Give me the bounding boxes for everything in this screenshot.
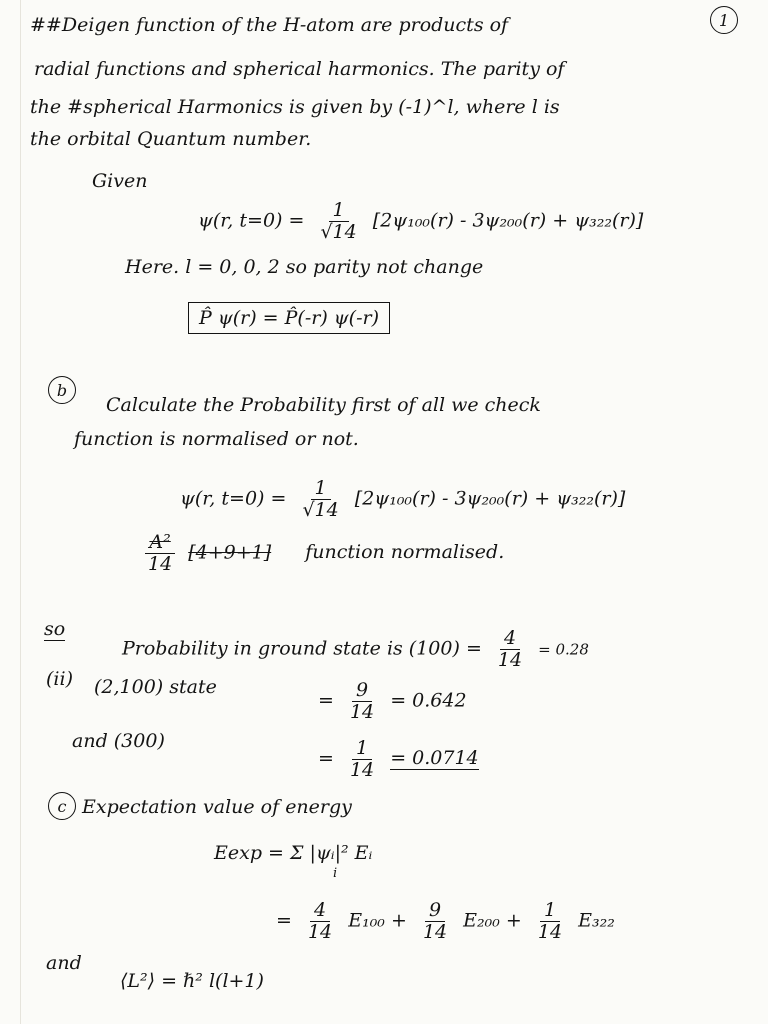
here-line: Here. l = 0, 0, 2 so parity not change	[125, 256, 484, 278]
prob-ground-text: Probability in ground state is (100) =	[122, 637, 482, 660]
prob-200-fraction	[346, 680, 378, 723]
given-label: Given	[92, 170, 148, 192]
part-c-t1-den: 14	[307, 920, 333, 943]
prob-300-eq: =	[318, 747, 334, 770]
prob-200-label: (2,100) state	[94, 676, 217, 698]
final-expression: ⟨L²⟩ = ℏ² l(l+1)	[120, 970, 264, 992]
part-b-line-2: function is normalised or not.	[74, 428, 359, 450]
part-c-t3-fraction	[534, 900, 566, 943]
prob-200-den: 14	[349, 700, 375, 723]
part-c-letter: c	[57, 796, 67, 816]
part-b-psi-equation	[180, 478, 625, 521]
given-fraction	[316, 200, 360, 243]
part-c-badge	[48, 792, 76, 820]
given-bracket: [2ψ₁₀₀(r) - 3ψ₂₀₀(r) + ψ₃₂₂(r)]	[372, 209, 644, 232]
part-c-eq: =	[276, 909, 292, 932]
page-number-badge	[710, 6, 738, 34]
prob-ii-label: (ii)	[46, 668, 73, 690]
prob-300-num: 1	[352, 738, 372, 760]
prob-300-label: and (300)	[72, 730, 165, 752]
part-b-line-1: Calculate the Probability first of all we check	[106, 394, 541, 416]
page-number: 1	[718, 10, 730, 30]
part-b-psi-lhs: ψ(r, t=0) =	[180, 487, 287, 510]
part-b-psi-bracket: [2ψ₁₀₀(r) - 3ψ₂₀₀(r) + ψ₃₂₂(r)]	[354, 487, 626, 510]
prob-ground-num: 4	[500, 628, 520, 650]
normalisation-line	[138, 532, 504, 575]
given-frac-num: 1	[329, 200, 349, 222]
part-c-t2-e: E₂₀₀ +	[463, 909, 522, 932]
part-c-t1-fraction	[304, 900, 336, 943]
given-lhs: ψ(r, t=0) =	[198, 209, 305, 232]
norm-fraction	[144, 532, 176, 575]
prob-300-den: 14	[349, 758, 375, 781]
part-b-badge	[48, 376, 76, 404]
part-c-t3-num: 1	[540, 900, 560, 922]
prob-200-val: = 0.642	[390, 689, 467, 712]
prob-300-equation	[318, 738, 479, 781]
parity-boxed-equation: P̂ ψ(r) = P̂(-r) ψ(-r)	[188, 302, 390, 334]
given-frac-den: √14	[320, 220, 357, 243]
final-and: and	[46, 952, 82, 974]
part-b-letter: b	[56, 380, 68, 400]
part-c-t2-fraction	[419, 900, 451, 943]
norm-frac-num: A²	[145, 532, 174, 554]
part-c-t3-den: 14	[537, 920, 563, 943]
part-c-sum-index: i	[333, 866, 338, 881]
norm-text: function normalised.	[305, 541, 505, 564]
part-b-psi-frac-den: √14	[302, 498, 339, 521]
prob-ground-fraction	[494, 628, 526, 671]
norm-bracket: [4+9+1]	[188, 541, 272, 564]
so-label: so	[44, 618, 66, 640]
part-c-t2-num: 9	[425, 900, 445, 922]
part-b-psi-fraction	[298, 478, 342, 521]
prob-200-equation	[318, 680, 467, 723]
intro-line-2: radial functions and spherical harmonics. The parity of	[34, 58, 565, 80]
intro-line-3: the #spherical Harmonics is given by (-1)^l, where l is	[30, 96, 560, 118]
part-c-t2-den: 14	[422, 920, 448, 943]
intro-line-4: the orbital Quantum number.	[30, 128, 312, 150]
given-equation	[198, 200, 643, 243]
prob-200-num: 9	[352, 680, 372, 702]
part-c-t1-num: 4	[310, 900, 330, 922]
prob-ground-den: 14	[497, 648, 523, 671]
prob-200-eq: =	[318, 689, 334, 712]
part-c-title: Expectation value of energy	[82, 796, 352, 818]
prob-300-val: = 0.0714	[390, 747, 479, 770]
prob-ground-line	[122, 628, 589, 671]
part-c-eexp: Eexp = Σ |ψᵢ|² Eᵢ	[214, 842, 373, 864]
part-c-expansion	[276, 900, 615, 943]
margin-line	[20, 0, 21, 1024]
prob-300-fraction	[346, 738, 378, 781]
intro-line-1: ##Deigen function of the H-atom are products of	[30, 14, 509, 36]
norm-frac-den: 14	[148, 552, 173, 575]
prob-ground-val: = 0.28	[538, 640, 589, 659]
part-c-t1-e: E₁₀₀ +	[348, 909, 407, 932]
part-b-psi-frac-num: 1	[311, 478, 331, 500]
part-c-t3-e: E₃₂₂	[578, 909, 615, 932]
